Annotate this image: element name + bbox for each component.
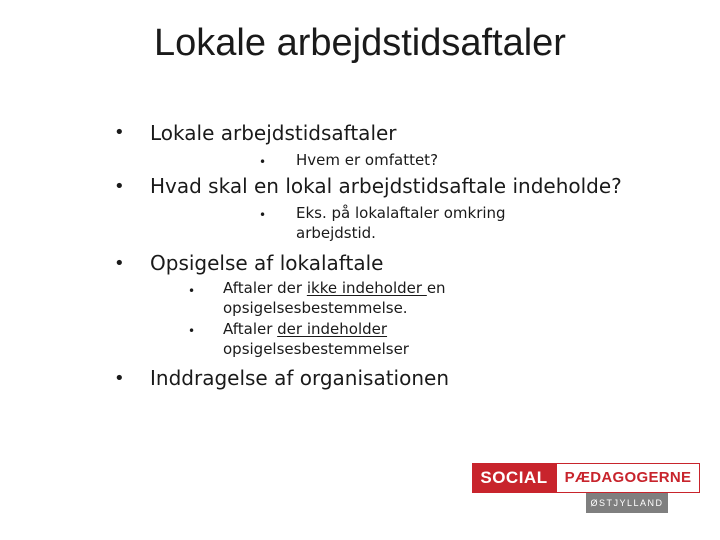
bullet-2-sub-text-line1: Eks. på lokalaftaler omkring (296, 204, 506, 222)
logo-paedagogerne-block: PÆDAGOGERNE (556, 463, 700, 493)
bullet-1-sub-text: Hvem er omfattet? (296, 151, 439, 169)
bullet-2-marker: • (114, 176, 125, 197)
socialpaedagogerne-logo (472, 463, 702, 513)
bullet-2-sub-text-line2: arbejdstid. (296, 224, 376, 242)
logo-social-block: SOCIAL (472, 463, 556, 493)
bullet-3-sub-1-underlined: ikke indeholder (306, 279, 427, 297)
bullet-3-sub-1-prefix: Aftaler der (223, 279, 307, 297)
bullet-1-text: Lokale arbejdstidsaftaler (150, 121, 397, 145)
bullet-1-marker: • (114, 122, 125, 143)
bullet-3-sub-2-line2: opsigelsesbestemmelser (223, 340, 409, 358)
bullet-3-sub-1-marker: • (188, 284, 196, 298)
bullet-3-text: Opsigelse af lokalaftale (150, 251, 384, 275)
bullet-3-sub-2-marker: • (188, 324, 196, 338)
logo-region-block: ØSTJYLLAND (586, 493, 668, 513)
bullet-4-marker: • (114, 368, 125, 389)
bullet-3-sub-2-prefix: Aftaler (223, 320, 278, 338)
bullet-3-sub-1-line1 (223, 280, 446, 297)
bullet-1-sub-marker: • (259, 155, 267, 169)
bullet-2-text: Hvad skal en lokal arbejdstidsaftale indeholde? (150, 174, 622, 198)
bullet-3-marker: • (114, 253, 125, 274)
bullet-4-text: Inddragelse af organisationen (150, 366, 449, 390)
bullet-3-sub-2-line1 (223, 321, 387, 338)
bullet-3-sub-2-underlined: der indeholder (277, 320, 388, 338)
bullet-3-sub-1-suffix: en (426, 279, 446, 297)
bullet-2-sub-marker: • (259, 208, 267, 222)
bullet-3-sub-1-line2: opsigelsesbestemmelse. (223, 299, 408, 317)
slide-title: Lokale arbejdstidsaftaler (154, 22, 566, 64)
